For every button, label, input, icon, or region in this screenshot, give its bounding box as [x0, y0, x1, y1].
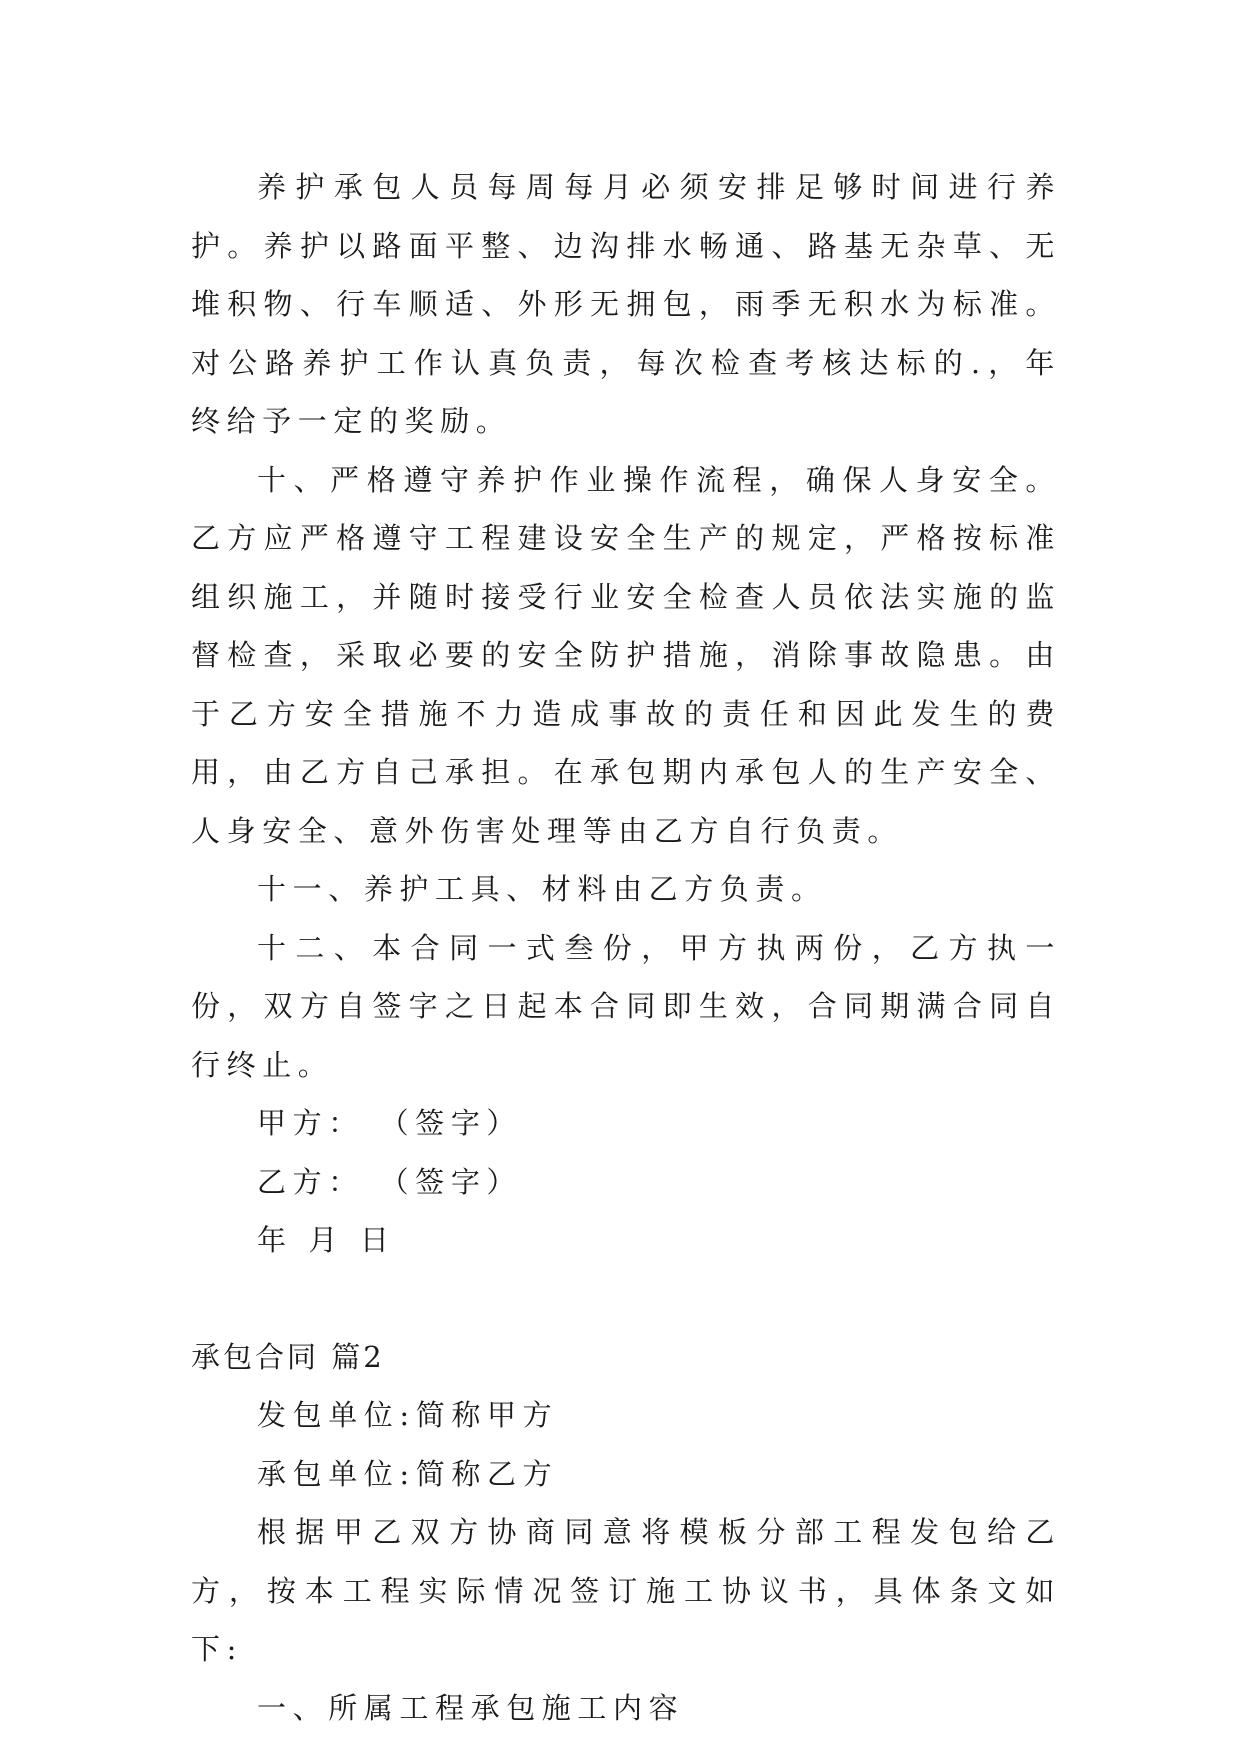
paragraph-clause-11-tools: 十一、养护工具、材料由乙方负责。 [257, 872, 827, 906]
signature-party-a: 甲方： （签字） [257, 1106, 523, 1140]
signature-date: 年 月 日 [257, 1223, 396, 1257]
paragraph-clause-10-safety: 十、严格遵守养护作业操作流程，确保人身安全。 乙方应严格遵守工程建设安全生产的规定，严格按标准组织施工，并随时接受行业安全检查人员依法实施的监督检查，采取必要的安全防护措施，消除事故隐患。由于乙方安全措施不力造成事故的责任和因此发生的费用，由乙方自己承担。在承包期内承包人的生产安全、人身安全、意外伤害处理等由乙方自行负责。 [191, 462, 1061, 848]
document-page [191, 158, 1061, 1737]
paragraph-clause-1-scope: 一、所属工程承包施工内容 [257, 1690, 685, 1725]
paragraph-employer: 发包单位:简称甲方 [257, 1398, 559, 1432]
paragraph-maintenance-standard: 养护承包人员每周每月必须安排足够时间进行养护。养护以路面平整、边沟排水畅通、路基无杂草、无堆积物、行车顺适、外形无拥包，雨季无积水为标准。对公路养护工作认真负责，每次检查考核达标的.，年终给予一定的奖励。 [191, 170, 1061, 438]
signature-party-b: 乙方： （签字） [257, 1164, 523, 1199]
paragraph-clause-12-copies: 十二、本合同一式叁份，甲方执两份，乙方执一份，双方自签字之日起本合同即生效，合同期满合同自行终止。 [191, 930, 1061, 1082]
section-heading: 承包合同 篇2 [191, 1339, 385, 1374]
section-spacer [191, 1270, 1061, 1328]
paragraph-agreement-basis: 根据甲乙双方协商同意将模板分部工程发包给乙方，按本工程实际情况签订施工协议书，具体条文如下: [191, 1515, 1061, 1666]
paragraph-contractor: 承包单位:简称乙方 [257, 1456, 559, 1491]
